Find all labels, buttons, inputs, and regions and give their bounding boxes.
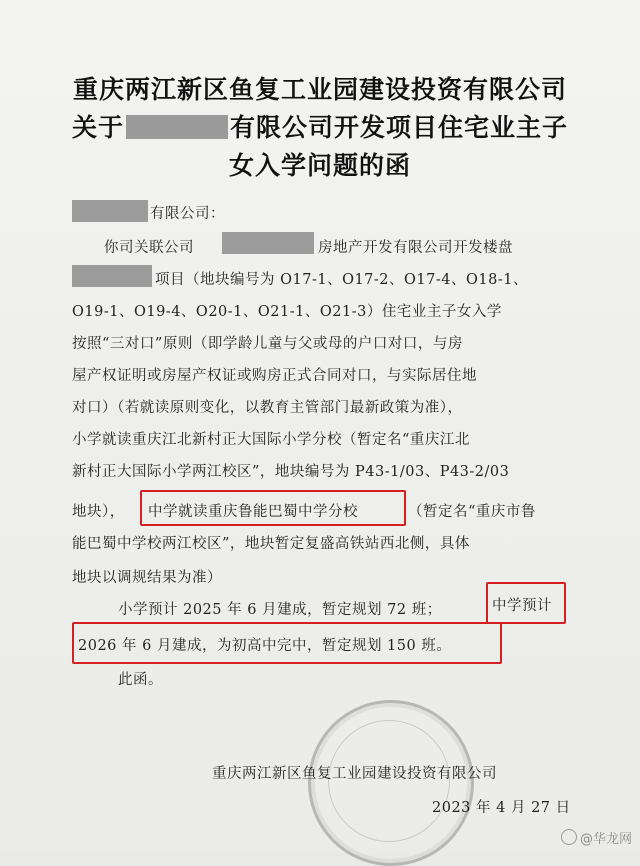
body-line: 地块以调规结果为准）	[72, 570, 222, 586]
body-line: （暂定名“重庆市鲁	[408, 504, 536, 520]
body-line: 能巴蜀中学校两江校区”，地块暂定复盛高铁站西北侧，具体	[72, 536, 470, 552]
closing: 此函。	[118, 672, 163, 688]
body-line-highlighted: 2026 年 6 月建成，为初高中完中，暂定规划 150 班。	[78, 638, 452, 654]
body-line: 地块），	[72, 504, 125, 520]
sender: 重庆两江新区鱼复工业园建设投资有限公司	[212, 766, 497, 782]
body-line-highlighted: 中学就读重庆鲁能巴蜀中学分校	[148, 504, 358, 520]
watermark-text: @华龙网	[579, 832, 632, 847]
redaction-block	[72, 200, 148, 222]
watermark	[561, 828, 632, 847]
body-line: 按照“三对口”原则（即学龄儿童与父或母的户口对口，与房	[72, 336, 463, 352]
body-line: 小学就读重庆江北新村正大国际小学分校（暂定名“重庆江北	[72, 432, 470, 448]
body-line: 屋产权证明或房屋产权证或购房正式合同对口，与实际居住地	[72, 368, 477, 384]
redaction-block	[126, 115, 228, 139]
letter-title-line3: 女入学问题的函	[228, 151, 411, 180]
body-line: 项目（地块编号为 O17-1、O17-2、O17-4、O18-1、	[155, 272, 528, 288]
body-line: 小学预计 2025 年 6 月建成，暂定规划 72 班；	[118, 602, 442, 618]
watermark-logo-icon	[561, 829, 577, 845]
title-suffix: 有限公司开发项目住宅业主子	[230, 113, 569, 142]
letter-title-line1: 重庆两江新区鱼复工业园建设投资有限公司	[72, 75, 567, 104]
body-line: 你司关联公司	[104, 240, 194, 256]
body-line: 新村正大国际小学两江校区”，地块编号为 P43-1/03、P43-2/03	[72, 464, 510, 480]
title-prefix: 关于	[71, 113, 124, 142]
letter-title-line2	[0, 108, 640, 144]
body-line: O19-1、O19-4、O20-1、O21-1、O21-3）住宅业主子女入学	[72, 304, 502, 320]
body-line: 房地产开发有限公司开发楼盘	[318, 240, 513, 256]
body-line: 对口）（若就读原则变化，以教育主管部门最新政策为准），	[72, 400, 463, 416]
redaction-block	[222, 232, 314, 254]
date: 2023 年 4 月 27 日	[432, 800, 571, 816]
body-line-highlighted: 中学预计	[492, 598, 552, 614]
salutation: 有限公司：	[150, 206, 225, 222]
redaction-block	[72, 265, 152, 287]
